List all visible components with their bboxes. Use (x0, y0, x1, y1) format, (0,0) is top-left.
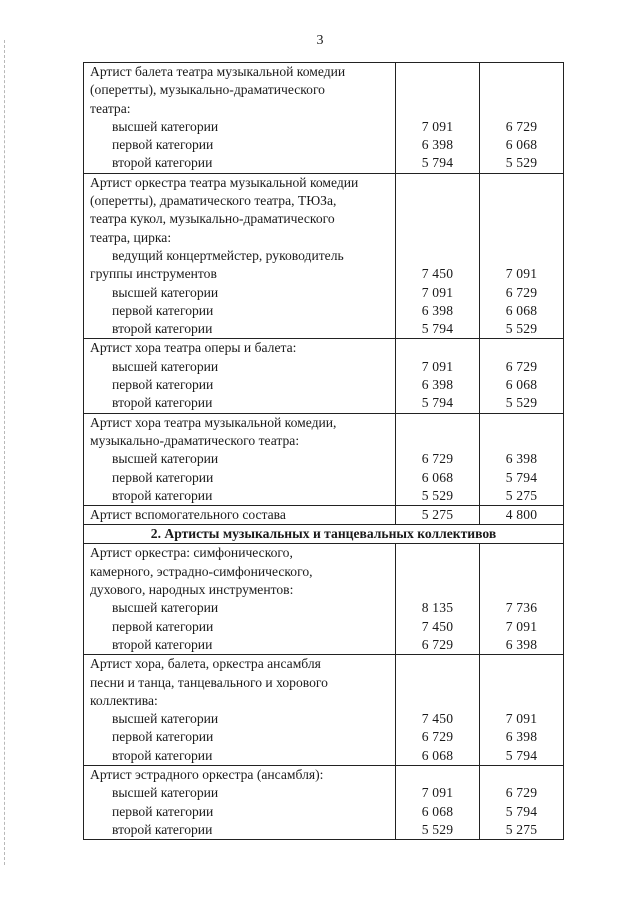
blank-line (396, 414, 479, 432)
category-label: высшей категории (112, 118, 219, 134)
rate-value-1: 6 729 (421, 451, 454, 467)
category-label: первой категории (112, 302, 214, 318)
rate-value-1: 5 275 (421, 507, 454, 523)
table-row (84, 339, 564, 413)
rate-value-2: 5 529 (505, 395, 538, 411)
category-label: первой категории (112, 618, 214, 634)
rate-value-2: 5 794 (505, 747, 538, 763)
blank-line (480, 174, 563, 192)
rate-value-2: 6 068 (505, 302, 538, 318)
rate-value-1: 6 729 (421, 729, 454, 745)
rate-cell-1 (396, 413, 480, 505)
blank-line (396, 563, 479, 581)
category-label: первой категории (112, 803, 214, 819)
rate-value-1: 7 450 (421, 618, 454, 634)
blank-line (480, 247, 563, 265)
rate-value-2: 4 800 (505, 507, 538, 523)
rate-value-2: 7 091 (505, 266, 538, 282)
rate-value-2: 7 091 (505, 618, 538, 634)
rate-value-1: 5 529 (421, 487, 454, 503)
table-row (84, 506, 564, 525)
blank-line (480, 192, 563, 210)
category-label: второй категории (112, 321, 213, 337)
rate-value-1: 8 135 (421, 600, 454, 616)
blank-line (396, 766, 479, 784)
position-cell (84, 765, 396, 839)
category-label: второй категории (112, 155, 213, 171)
category-label: высшей категории (112, 284, 219, 300)
category-label: высшей категории (112, 358, 219, 374)
rate-value-1: 6 068 (421, 803, 454, 819)
rate-value-1: 5 794 (421, 155, 454, 171)
scan-margin-marks (4, 40, 8, 865)
position-title-line: Артист балета театра музыкальной комедии (90, 64, 346, 79)
rate-cell-2 (480, 63, 564, 174)
blank-line (480, 766, 563, 784)
category-label: второй категории (112, 636, 213, 652)
blank-line (480, 581, 563, 599)
blank-line (396, 100, 479, 118)
rate-value-1: 7 450 (421, 711, 454, 727)
table-row (84, 544, 564, 655)
position-title-line: Артист эстрадного оркестра (ансамбля): (90, 766, 324, 782)
rate-value-2: 6 068 (505, 137, 538, 153)
category-label: Артист вспомогательного состава (90, 507, 286, 523)
rate-value-2: 5 529 (505, 321, 538, 337)
blank-line (480, 674, 563, 692)
blank-line (396, 81, 479, 99)
blank-line (396, 174, 479, 192)
blank-line (480, 432, 563, 450)
blank-line (396, 674, 479, 692)
table-row (84, 413, 564, 505)
table-section-heading-row (84, 525, 564, 544)
rate-value-2: 5 275 (505, 821, 538, 837)
category-label: первой категории (112, 729, 214, 745)
rate-value-1: 6 398 (421, 302, 454, 318)
position-title-line: Артист оркестра: симфонического, (90, 545, 293, 561)
rate-value-1: 5 529 (421, 821, 454, 837)
position-title-line: театра: (90, 100, 131, 116)
rate-value-1: 5 794 (421, 395, 454, 411)
rate-cell-1 (396, 765, 480, 839)
rate-cell-1 (396, 63, 480, 174)
rate-cell-2 (480, 544, 564, 655)
category-label: ведущий концертмейстер, руководитель (112, 247, 344, 263)
position-cell (84, 655, 396, 766)
blank-line (480, 210, 563, 228)
rate-cell-2 (480, 173, 564, 339)
position-cell (84, 544, 396, 655)
rate-cell-1 (396, 506, 480, 525)
rate-cell-2 (480, 339, 564, 413)
blank-line (396, 339, 479, 357)
salary-table (83, 62, 564, 840)
category-label: первой категории (112, 469, 214, 485)
blank-line (396, 247, 479, 265)
table-body-theatre (84, 63, 564, 525)
rate-value-2: 6 398 (505, 451, 538, 467)
position-title-line: Артист хора театра музыкальной комедии, (90, 414, 337, 430)
position-title-line: коллектива: (90, 692, 158, 708)
rate-value-1: 6 068 (421, 747, 454, 763)
rate-cell-2 (480, 765, 564, 839)
blank-line (480, 81, 563, 99)
category-label: высшей категории (112, 785, 219, 801)
blank-line (396, 692, 479, 710)
rate-value-2: 5 794 (505, 469, 538, 485)
position-title-line: (оперетты), драматического театра, ТЮЗа, (90, 193, 337, 209)
category-label: высшей категории (112, 711, 219, 727)
rate-cell-1 (396, 339, 480, 413)
section-heading-row (84, 525, 564, 544)
position-title-line: театра кукол, музыкально-драматического (90, 211, 335, 227)
rate-value-2: 5 529 (505, 155, 538, 171)
rate-cell-2 (480, 413, 564, 505)
position-cell (84, 506, 396, 525)
rate-value-1: 6 068 (421, 469, 454, 485)
rate-value-1: 7 450 (421, 266, 454, 282)
rate-value-2: 6 729 (505, 358, 538, 374)
category-label: высшей категории (112, 600, 219, 616)
rate-value-2: 7 736 (505, 600, 538, 616)
section-heading: 2. Артисты музыкальных и танцевальных коллективов (84, 525, 564, 544)
rate-value-1: 6 398 (421, 377, 454, 393)
blank-line (480, 692, 563, 710)
blank-line (396, 581, 479, 599)
rate-value-2: 5 275 (505, 487, 538, 503)
category-label: первой категории (112, 377, 214, 393)
rate-value-2: 7 091 (505, 711, 538, 727)
blank-line (396, 655, 479, 673)
category-label: второй категории (112, 747, 213, 763)
position-title-line: камерного, эстрадно-симфонического, (90, 563, 313, 579)
rate-value-2: 6 729 (505, 118, 538, 134)
blank-line (396, 544, 479, 562)
rate-cell-2 (480, 655, 564, 766)
blank-line (480, 63, 563, 81)
table-row (84, 655, 564, 766)
page-number: 3 (316, 33, 324, 48)
rate-value-1: 5 794 (421, 321, 454, 337)
rate-value-1: 7 091 (421, 358, 454, 374)
table-body-ensembles (84, 544, 564, 840)
blank-line (396, 63, 479, 81)
position-cell (84, 63, 396, 174)
rate-value-1: 7 091 (421, 118, 454, 134)
rate-cell-1 (396, 173, 480, 339)
blank-line (396, 210, 479, 228)
rate-value-2: 6 398 (505, 729, 538, 745)
table-row (84, 173, 564, 339)
position-title-line: песни и танца, танцевального и хорового (90, 674, 328, 690)
table-row (84, 63, 564, 174)
position-cell (84, 339, 396, 413)
position-title-line: театра, цирка: (90, 229, 172, 245)
blank-line (396, 432, 479, 450)
blank-line (480, 229, 563, 247)
category-label: высшей категории (112, 451, 219, 467)
blank-line (480, 563, 563, 581)
category-label: второй категории (112, 487, 213, 503)
position-cell (84, 413, 396, 505)
rate-value-2: 6 729 (505, 284, 538, 300)
blank-line (480, 339, 563, 357)
rate-value-2: 6 729 (505, 785, 538, 801)
blank-line (480, 414, 563, 432)
blank-line (396, 229, 479, 247)
blank-line (480, 100, 563, 118)
blank-line (480, 655, 563, 673)
rate-value-1: 6 398 (421, 137, 454, 153)
category-label: второй категории (112, 395, 213, 411)
rate-cell-1 (396, 544, 480, 655)
position-title-line: (оперетты), музыкально-драматического (90, 82, 325, 98)
position-title-line: Артист оркестра театра музыкальной комедии (90, 174, 359, 190)
rate-value-1: 6 729 (421, 636, 454, 652)
position-title-line: музыкально-драматического театра: (90, 432, 300, 448)
category-label: второй категории (112, 821, 213, 837)
position-title-line: Артист хора театра оперы и балета: (90, 340, 297, 356)
blank-line (480, 544, 563, 562)
blank-line (396, 192, 479, 210)
table-row (84, 765, 564, 839)
rate-value-2: 6 068 (505, 377, 538, 393)
rate-cell-1 (396, 655, 480, 766)
rate-cell-2 (480, 506, 564, 525)
position-cell (84, 173, 396, 339)
position-title-line: духового, народных инструментов: (90, 582, 294, 598)
rate-value-2: 6 398 (505, 636, 538, 652)
category-label: группы инструментов (90, 266, 217, 282)
category-label: первой категории (112, 137, 214, 153)
rate-value-2: 5 794 (505, 803, 538, 819)
rate-value-1: 7 091 (421, 785, 454, 801)
rate-value-1: 7 091 (421, 284, 454, 300)
position-title-line: Артист хора, балета, оркестра ансамбля (90, 656, 321, 672)
